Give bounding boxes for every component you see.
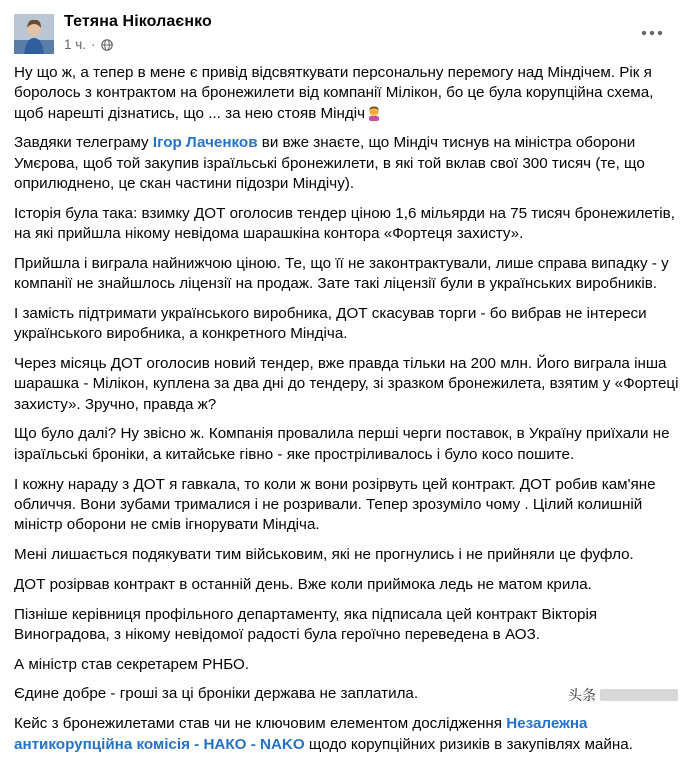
paragraph-1-text: Ну що ж, а тепер в мене є привід відсвяткувати персональну перемогу над Міндічем. Рік я боролось з контрактом на бронежилети від компанії Мілікон, бо це була корупційна схема, щоб нарешті дізнатись, що ... за нею стояв Міндіч xyxy=(14,64,654,122)
paragraph-2-text-a: Завдяки телеграму xyxy=(14,134,153,152)
paragraph-7: Що було далі? Ну звісно ж. Компанія провалила перші черги поставок, в Україну приїхали не ізраїльські броніки, а китайське гівно - яке простріливалось і було косо пошите. xyxy=(14,425,670,463)
paragraph-2 xyxy=(14,133,680,194)
paragraph-14-text-b: щодо корупційних ризиків в закупівлях майна. xyxy=(304,735,633,753)
globe-icon[interactable] xyxy=(101,39,113,51)
watermark-blur xyxy=(600,689,678,701)
watermark-text: 头条 xyxy=(568,688,596,704)
author-avatar[interactable] xyxy=(14,14,54,54)
post-time[interactable]: 1 ч. xyxy=(64,37,87,52)
post-body xyxy=(14,63,680,764)
avatar-image xyxy=(14,14,54,54)
woman-facepalming-emoji-icon xyxy=(366,105,382,121)
post-meta xyxy=(64,37,113,52)
paragraph-5: І замість підтримати українського виробника, ДОТ скасував торги - бо вибрав не інтереси українського виробника, а конкретного Міндіча. xyxy=(14,304,647,343)
paragraph-1 xyxy=(14,63,680,124)
paragraph-14-text-a: Кейс з бронежилетами став чи не ключовим елементом дослідження xyxy=(14,715,507,733)
paragraph-8: І кожну нараду з ДОТ я гавкала, то коли ж вони розірвуть цей контракт. ДОТ робив кам'яне обличчя. Вони зубами трималися і не розривали. Тепер зрозуміло чому . Цілий колишній міністр оборони не смів ігнорувати Міндіча. xyxy=(14,475,656,534)
author-name[interactable]: Тетяна Ніколаєнко xyxy=(64,13,212,30)
paragraph-13: Єдине добре - гроші за ці броніки держава не заплатила. xyxy=(14,685,419,703)
paragraph-14 xyxy=(14,714,680,755)
meta-separator: · xyxy=(91,37,96,52)
paragraph-2-text-b: ви вже знаєте, що Міндіч тиснув на міністра оборони Умєрова, щоб той закупив ізраїльські бронежилети, в які той вклав свої 300 тисяч (те, що оприлюднено, це скан частини підозри Міндічу). xyxy=(14,134,645,192)
post-header xyxy=(14,10,690,66)
paragraph-12: А міністр став секретарем РНБО. xyxy=(14,655,250,673)
paragraph-10: ДОТ розірвав контракт в останній день. Вже коли приймока ледь не матом крила. xyxy=(14,575,592,593)
mention-nako-link[interactable]: Незалежна антикорупційна комісія - НАКО - NAKO xyxy=(14,715,588,753)
paragraph-4: Прийшла і виграла найнижчою ціною. Те, що її не законтрактували, лише справа випадку - у компанії не знайшлось ліцензії на продаж. Зате такі ліцензії були в українських виробників. xyxy=(14,254,669,293)
watermark xyxy=(564,683,684,707)
paragraph-3: Історія була така: взимку ДОТ оголосив тендер ціною 1,6 мільярди на 75 тисяч бронежилетів, на які прийшла нікому невідома шарашкіна контора «Фортеця захисту». xyxy=(14,204,675,243)
mention-ihor-lachenkov-link[interactable]: Ігор Лаченков xyxy=(152,134,258,152)
more-options-icon[interactable] xyxy=(640,28,664,38)
paragraph-9: Мені лишається подякувати тим військовим, які не прогнулись і не прийняли це фуфло. xyxy=(14,545,634,563)
paragraph-6: Через місяць ДОТ оголосив новий тендер, вже правда тільки на 200 млн. Його виграла інша шарашка - Мілікон, куплена за два дні до тендеру, зі зразком бронежилета, взятим у «Фортеці захисту». Зручно, правда ж? xyxy=(14,355,679,413)
paragraph-11: Пізніше керівниця профільного департаменту, яка підписала цей контракт Вікторія Виноградова, з нікому невідомої радості була героїчно переведена в АОЗ. xyxy=(14,605,598,643)
